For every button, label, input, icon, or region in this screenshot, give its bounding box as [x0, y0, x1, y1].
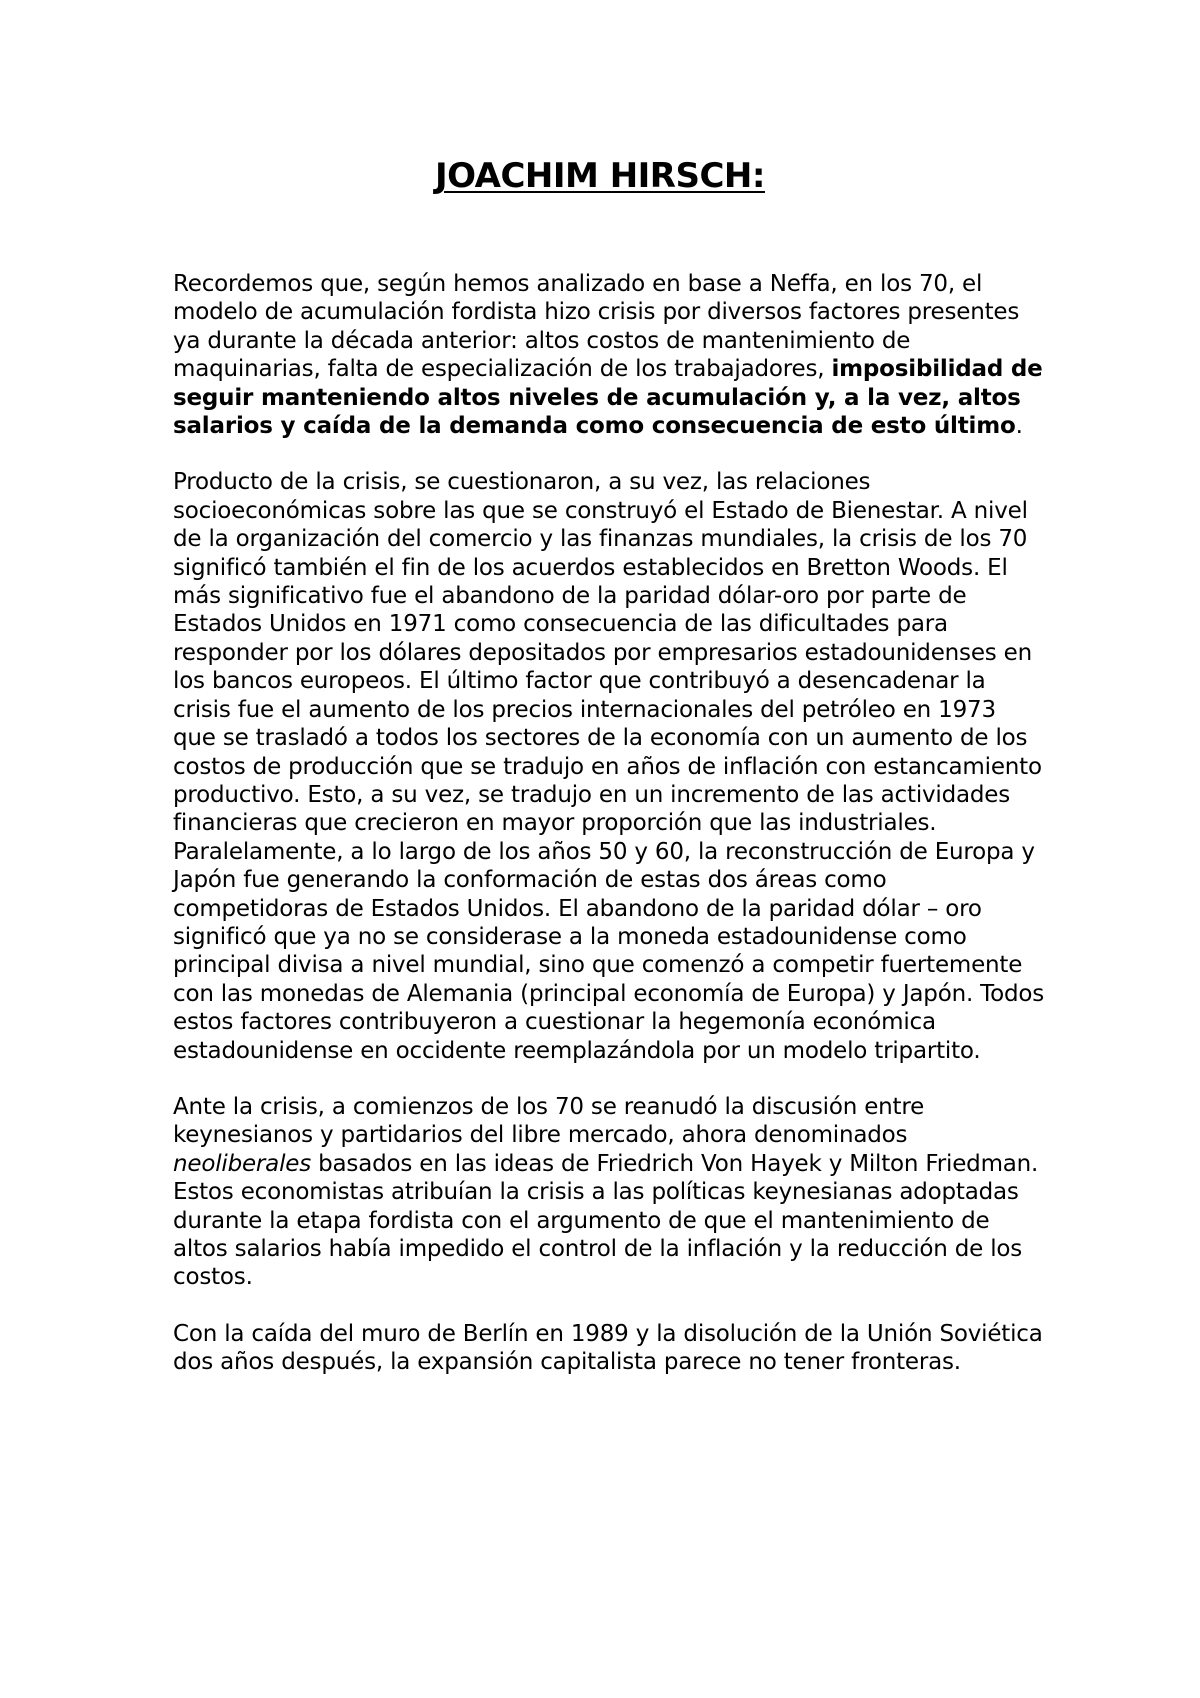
paragraph-3 [173, 1093, 1045, 1292]
paragraph-2: Producto de la crisis, se cuestionaron, a su vez, las relaciones socioeconómicas sobre las que se construyó el Estado de Bienestar. A nivel de la organización del comercio y las finanzas mundiales, la crisis de los 70 significó también el fin de los acuerdos establecidos en Bretton Woods. El más significativo fue el abandono de la paridad dólar-oro por parte de Estados Unidos en 1971 como consecuencia de las dificultades para responder por los dólares depositados por empresarios estadounidenses en los bancos europeos. El último factor que contribuyó a desencadenar la crisis fue el aumento de los precios internacionales del petróleo en 1973 que se trasladó a todos los sectores de la economía con un aumento de los costos de producción que se tradujo en años de inflación con estancamiento productivo. Esto, a su vez, se tradujo en un incremento de las actividades financieras que crecieron en mayor proporción que las industriales. Paralelamente, a lo largo de los años 50 y 60, la reconstrucción de Europa y Japón fue generando la conformación de estas dos áreas como competidoras de Estados Unidos. El abandono de la paridad dólar – oro significó que ya no se considerase a la moneda estadounidense como principal divisa a nivel mundial, sino que comenzó a competir fuertemente con las monedas de Alemania (principal economía de Europa) y Japón. Todos estos factores contribuyeron a cuestionar la hegemonía económica estadounidense en occidente reemplazándola por un modelo tripartito. [173, 469, 1045, 1064]
paragraph-1-emphasis: imposibilidad de seguir manteniendo altos niveles de acumulación y, a la vez, altos salarios y caída de la demanda como consecuencia de esto último [173, 356, 1043, 440]
document-title: JOACHIM HIRSCH: [435, 156, 765, 196]
paragraph-3-italic-term: neoliberales [173, 1150, 312, 1177]
paragraph-3-intro: Ante la crisis, a comienzos de los 70 se reanudó la discusión entre keynesianos y partidarios del libre mercado, ahora denominados [173, 1093, 925, 1149]
document-body [173, 270, 1045, 1405]
paragraph-1-intro: Recordemos que, según hemos analizado en base a Neffa, en los 70, el modelo de acumulación fordista hizo crisis por diversos factores presentes ya durante la década anterior: altos costos de mantenimiento de maquinarias, falta de especialización de los trabajadores, [173, 271, 1020, 383]
paragraph-3-rest: basados en las ideas de Friedrich Von Hayek y Milton Friedman. Estos economistas atribuían la crisis a las políticas keynesianas adoptadas durante la etapa fordista con el argumento de que el mantenimiento de altos salarios había impedido el control de la inflación y la reducción de los costos. [173, 1150, 1039, 1291]
paragraph-4: Con la caída del muro de Berlín en 1989 y la disolución de la Unión Soviética dos años después, la expansión capitalista parece no tener fronteras. [173, 1320, 1043, 1376]
paragraph-1-end: . [1015, 413, 1023, 440]
paragraph-1 [173, 270, 1045, 440]
